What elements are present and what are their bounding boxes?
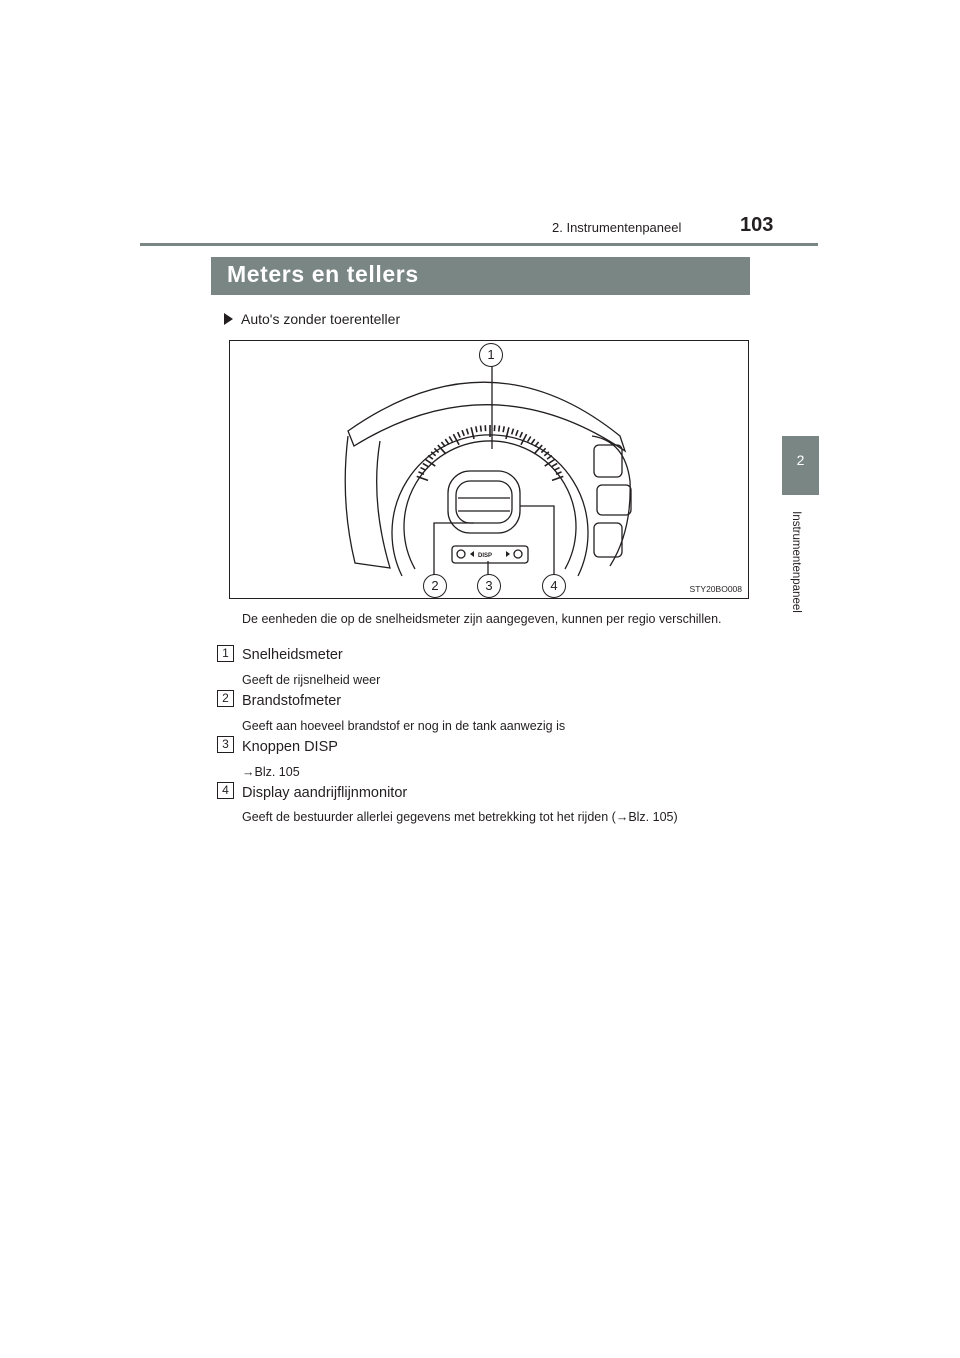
speedometer-tick: [423, 463, 428, 466]
speedometer-tick: [476, 426, 477, 432]
units-note: De eenheden die op de snelheidsmeter zijn aangegeven, kunnen per regio verschillen.: [242, 612, 722, 626]
figure-code: STY20BO008: [689, 584, 742, 594]
speedometer-tick: [480, 426, 481, 432]
speedometer-tick: [458, 432, 460, 437]
display-screen: [456, 481, 512, 523]
cluster-housing-left: [345, 436, 390, 568]
figure-callout-4: 4: [542, 574, 566, 598]
item-title-3: Knoppen DISP: [242, 739, 338, 755]
item-number-2: 2: [217, 690, 234, 707]
speedometer-tick: [552, 463, 557, 466]
speedometer-tick: [462, 430, 464, 436]
right-pod-button-2: [597, 485, 631, 515]
speedometer-tick: [467, 429, 469, 435]
figure-callout-2: 2: [423, 574, 447, 598]
side-tab-label-container: [786, 500, 806, 630]
triangle-bullet-icon: [224, 313, 233, 325]
item-title-4: Display aandrijflijnmonitor: [242, 785, 408, 801]
leader-line-4: [520, 506, 554, 581]
disp-right-button-icon: [514, 550, 522, 558]
instrument-cluster-illustration: [230, 341, 750, 600]
speedometer-tick: [535, 442, 539, 447]
item-desc-2: Geeft aan hoeveel brandstof er nog in de tank aanwezig is: [242, 719, 566, 733]
disp-left-arrow-icon: [470, 551, 474, 557]
center-display: [448, 471, 520, 533]
speedometer-tick: [428, 456, 433, 460]
speedometer-tick: [554, 468, 559, 471]
speedometer-tick: [521, 434, 527, 445]
gauge-inner-arc: [404, 441, 576, 569]
speedometer-tick: [547, 456, 552, 460]
item-title-2: Brandstofmeter: [242, 693, 342, 709]
item-number-3: 3: [217, 736, 234, 753]
speedometer-tick: [503, 426, 504, 432]
speedometer-tick: [531, 439, 534, 444]
right-pod-outline: [592, 436, 630, 566]
section-banner: [211, 257, 750, 295]
instrument-cluster-figure: [229, 340, 749, 599]
speedometer-tick: [445, 439, 448, 444]
page-number: 103: [740, 214, 774, 236]
speedometer-tick: [421, 468, 426, 471]
item-title-1: Snelheidsmeter: [242, 647, 343, 663]
side-tab-number: 2: [796, 452, 805, 468]
speedometer-tick: [499, 426, 500, 432]
speedometer-tick: [528, 436, 531, 441]
section-title: Meters en tellers: [227, 261, 419, 287]
disp-left-button-icon: [457, 550, 465, 558]
speedometer-tick: [449, 436, 452, 441]
disp-label: DISP: [478, 553, 493, 559]
header-rule: [140, 243, 818, 246]
speedometer-tick: [453, 434, 459, 445]
speedometer-tick: [520, 432, 522, 437]
speedometer-tick: [512, 429, 514, 435]
item-desc-4: Geeft de bestuurder allerlei gegevens met betrekking tot het rijden (→Blz. 105): [242, 810, 678, 824]
item-number-1: 1: [217, 645, 234, 662]
side-tab: [782, 436, 819, 495]
item-desc-3: →Blz. 105: [242, 765, 300, 779]
figure-callout-3: 3: [477, 574, 501, 598]
speedometer-tick: [516, 430, 518, 436]
chapter-header: 2. Instrumentenpaneel: [552, 220, 682, 235]
item-desc-1: Geeft de rijsnelheid weer: [242, 673, 381, 687]
speedometer-ticks: [417, 425, 564, 480]
leader-line-2: [434, 523, 474, 581]
item-number-4: 4: [217, 782, 234, 799]
variant-heading: [224, 311, 400, 327]
variant-text: Auto's zonder toerenteller: [241, 311, 401, 327]
side-tab-label: Instrumentenpaneel: [790, 511, 802, 613]
speedometer-tick: [441, 442, 445, 447]
figure-callout-1: 1: [479, 343, 503, 367]
disp-right-arrow-icon: [506, 551, 510, 557]
